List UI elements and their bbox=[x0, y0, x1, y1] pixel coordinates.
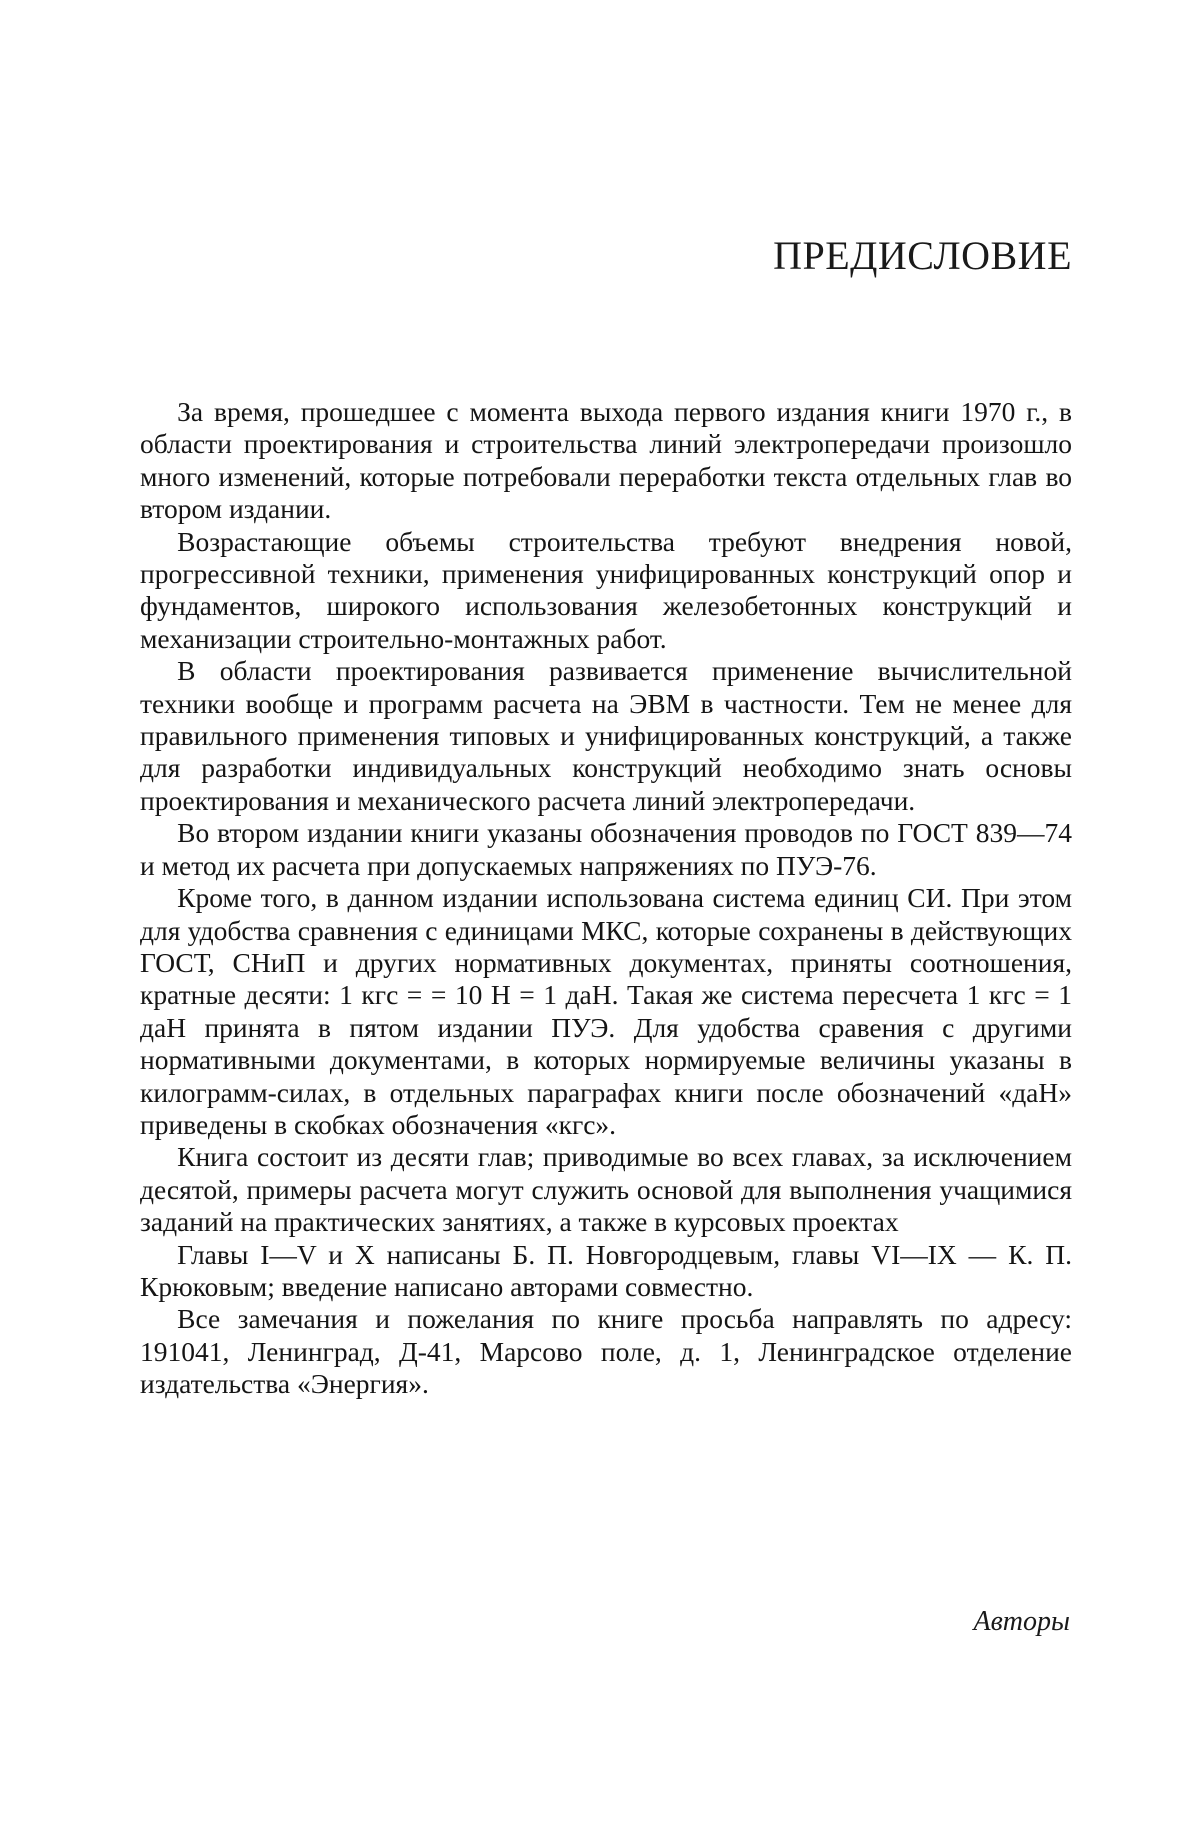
paragraph-5: Кроме того, в данном издании использована система единиц СИ. При этом для удобства сравнения с единицами МКС, которые сохранены в действующих ГОСТ, СНиП и других нормативных документах, приняты соотношения, кратные десяти: 1 кгс = = 10 Н = 1 даН. Такая же система пересчета 1 кгс = 1 даН принята в пятом издании ПУЭ. Для удобства сравения с другими нормативными документами, в которых нормируемые величины указаны в килограмм-силах, в отдельных параграфах книги после обозначений «даН» приведены в скобках обозначения «кгс». bbox=[140, 882, 1072, 1140]
paragraph-8: Все замечания и пожелания по книге просьба направлять по адресу: 191041, Ленинград, Д-41, Марсово поле, д. 1, Ленинградское отделение издательства «Энергия». bbox=[140, 1303, 1072, 1400]
paragraph-4: Во втором издании книги указаны обозначения проводов по ГОСТ 839—74 и метод их расчета при допускаемых напряжениях по ПУЭ-76. bbox=[140, 817, 1072, 881]
preface-body bbox=[140, 396, 1072, 1401]
paragraph-7: Главы I—V и X написаны Б. П. Новгородцевым, главы VI—IX — К. П. Крюковым; введение написано авторами совместно. bbox=[140, 1238, 1072, 1302]
paragraph-3: В области проектирования развивается применение вычислительной техники вообще и программ расчета на ЭВМ в частности. Тем не менее для правильного применения типовых и унифицированных конструкций, а также для разработки индивидуальных конструкций необходимо знать основы проектирования и механического расчета линий электропередачи. bbox=[140, 655, 1072, 816]
signature: Авторы bbox=[973, 1606, 1070, 1637]
paragraph-2: Возрастающие объемы строительства требуют внедрения новой, прогрессивной техники, применения унифицированных конструкций опор и фундаментов, широкого использования железобетонных конструкций и механизации строительно-монтажных работ. bbox=[140, 525, 1072, 654]
page-title: ПРЕДИСЛОВИЕ bbox=[773, 233, 1072, 278]
paragraph-1: За время, прошедшее с момента выхода первого издания книги 1970 г., в области проектирования и строительства линий электропередачи произошло много изменений, которые потребовали переработки текста отдельных глав во втором издании. bbox=[140, 396, 1072, 525]
paragraph-6: Книга состоит из десяти глав; приводимые во всех главах, за исключением десятой, примеры расчета могут служить основой для выполнения учащимися заданий на практических занятиях, а также в курсовых проектах bbox=[140, 1141, 1072, 1238]
